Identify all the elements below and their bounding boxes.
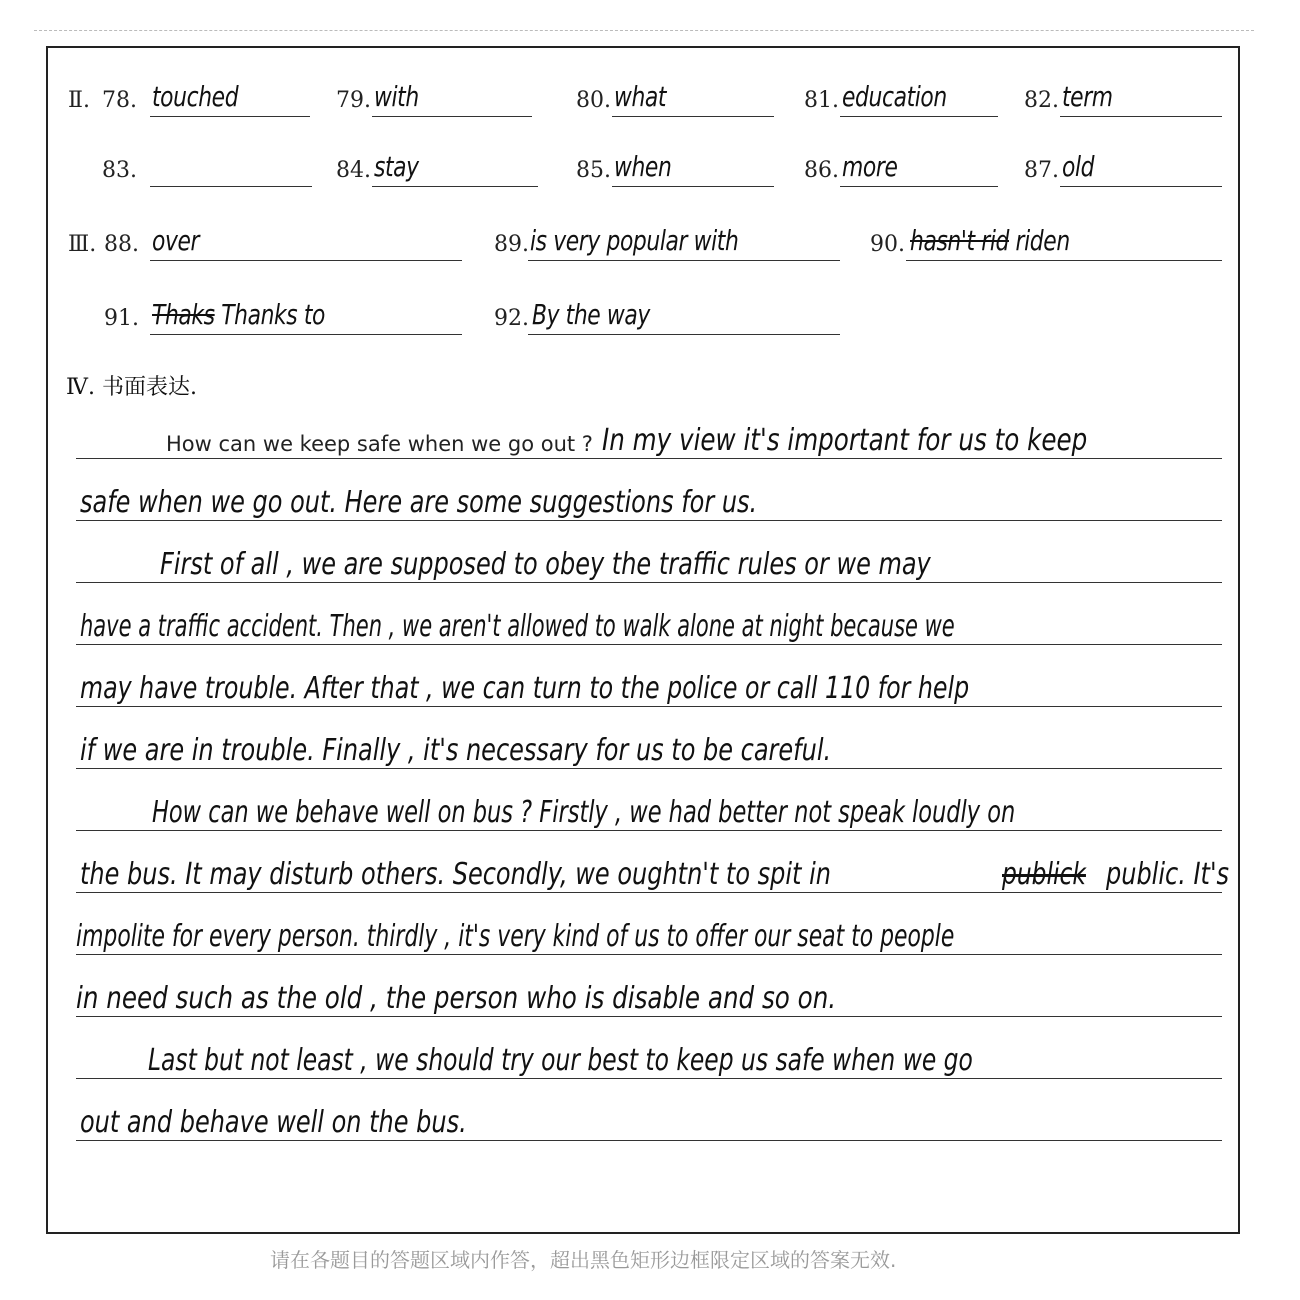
essay-line-8 bbox=[76, 857, 1230, 893]
essay-text: safe when we go out. Here are some suggestions for us. bbox=[80, 485, 758, 520]
essay-line-5 bbox=[76, 671, 1222, 707]
essay-line-6 bbox=[76, 733, 1222, 769]
handwritten-answer: over bbox=[152, 224, 200, 257]
handwritten-answer: when bbox=[614, 150, 672, 183]
question-number: 86. bbox=[804, 158, 839, 183]
corrected-text: riden bbox=[1015, 224, 1070, 257]
essay-text: the bus. It may disturb others. Secondly, we oughtn't to spit in bbox=[80, 857, 831, 892]
essay-text: First of all , we are supposed to obey the traffic rules or we may bbox=[160, 547, 931, 582]
question-number: 79. bbox=[336, 88, 371, 113]
top-dashed-line bbox=[34, 30, 1254, 32]
handwritten-answer: with bbox=[374, 80, 419, 113]
section-2-row-1 bbox=[0, 78, 1300, 118]
struck-text: Thaks bbox=[152, 298, 215, 331]
section-3-row-2 bbox=[0, 296, 1300, 336]
question-number: 85. bbox=[576, 158, 611, 183]
handwritten-answer: stay bbox=[374, 150, 419, 183]
essay-line-10 bbox=[76, 981, 1222, 1017]
handwritten-answer: By the way bbox=[532, 298, 650, 331]
question-number: 92. bbox=[494, 306, 529, 331]
essay-line-2 bbox=[76, 485, 1222, 521]
question-number: 83. bbox=[102, 158, 137, 183]
essay-line-11 bbox=[76, 1043, 1222, 1079]
essay-text: in need such as the old , the person who is disable and so on. bbox=[76, 981, 837, 1016]
question-number: 87. bbox=[1024, 158, 1059, 183]
handwritten-answer-struck bbox=[910, 224, 1070, 257]
essay-line-12 bbox=[76, 1105, 1222, 1141]
essay-prompt: How can we keep safe when we go out ? bbox=[166, 432, 593, 456]
essay-text: out and behave well on the bus. bbox=[80, 1105, 467, 1140]
question-number: 81. bbox=[804, 88, 839, 113]
struck-text: hasn't rid bbox=[910, 224, 1009, 257]
question-number: 90. bbox=[870, 232, 905, 257]
handwritten-answer: touched bbox=[152, 80, 239, 113]
handwritten-answer: term bbox=[1062, 80, 1113, 113]
answer-blank bbox=[150, 160, 312, 187]
essay-text: impolite for every person. thirdly , it's very kind of us to offer our seat to people bbox=[76, 919, 955, 954]
section-4-title: Ⅳ. 书面表达. bbox=[66, 375, 197, 400]
handwritten-answer: education bbox=[842, 80, 947, 113]
handwritten-answer: old bbox=[1062, 150, 1095, 183]
section-2-label: Ⅱ. bbox=[68, 88, 90, 113]
question-number: 80. bbox=[576, 88, 611, 113]
essay-line-4 bbox=[76, 609, 1222, 645]
handwritten-answer: what bbox=[614, 80, 667, 113]
handwritten-answer: is very popular with bbox=[530, 224, 739, 257]
struck-text: publick bbox=[1002, 857, 1086, 892]
section-3-row-1 bbox=[0, 222, 1300, 262]
corrected-text: Thanks to bbox=[221, 298, 326, 331]
section-3-label: Ⅲ. bbox=[68, 232, 97, 257]
handwritten-answer-struck bbox=[152, 298, 325, 331]
question-number: 89. bbox=[494, 232, 529, 257]
essay-line-1 bbox=[76, 423, 1222, 459]
essay-line-9 bbox=[76, 919, 1222, 955]
question-number: 84. bbox=[336, 158, 371, 183]
essay-text: In my view it's important for us to keep bbox=[602, 423, 1088, 458]
essay-text: Last but not least , we should try our best to keep us safe when we go bbox=[148, 1043, 973, 1078]
footer-notice: 请在各题目的答题区域内作答，超出黑色矩形边框限定区域的答案无效. bbox=[270, 1248, 897, 1272]
handwritten-answer: more bbox=[842, 150, 898, 183]
section-2-row-2 bbox=[0, 148, 1300, 188]
question-number: 78. bbox=[102, 88, 137, 113]
essay-text: How can we behave well on bus ? Firstly , we had better not speak loudly on bbox=[152, 795, 1016, 830]
essay-text: public. It's bbox=[1106, 857, 1230, 892]
essay-text: may have trouble. After that , we can turn to the police or call 110 for help bbox=[80, 671, 970, 706]
essay-line-3 bbox=[76, 547, 1222, 583]
question-number: 88. bbox=[104, 232, 139, 257]
essay-text: if we are in trouble. Finally , it's necessary for us to be careful. bbox=[80, 733, 832, 768]
essay-text: have a traffic accident. Then , we aren't allowed to walk alone at night because we bbox=[80, 609, 955, 644]
question-number: 91. bbox=[104, 306, 139, 331]
essay-line-7 bbox=[76, 795, 1222, 831]
question-number: 82. bbox=[1024, 88, 1059, 113]
